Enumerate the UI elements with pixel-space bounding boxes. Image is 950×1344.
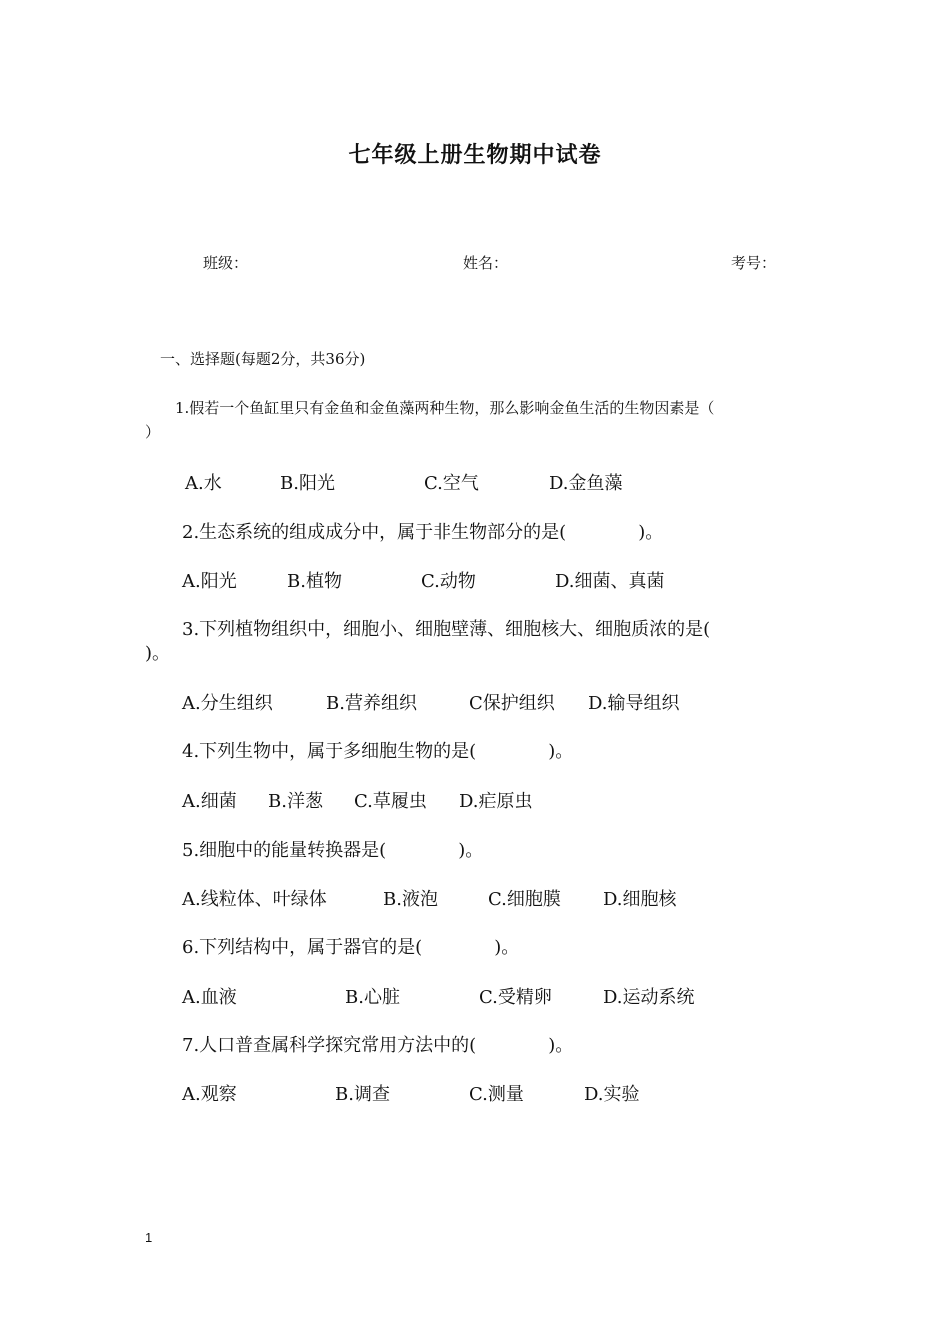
question-1-option-a: A.水	[185, 473, 222, 494]
question-5-option-b: B.液泡	[383, 889, 438, 910]
question-7-stem: 7.人口普查属科学探究常用方法中的( )。	[182, 1035, 574, 1056]
question-2-stem: 2.生态系统的组成成分中，属于非生物部分的是( )。	[182, 522, 664, 543]
class-label: 班级：	[203, 254, 249, 272]
question-6-option-d: D.运动系统	[603, 987, 695, 1008]
question-1-stem-continued: ）	[145, 423, 161, 441]
section-heading: 一、选择题(每题2分，共36分)	[160, 350, 366, 368]
question-7-option-d: D.实验	[584, 1084, 640, 1105]
question-7-option-c: C.测量	[469, 1084, 524, 1105]
question-4-option-c: C.草履虫	[354, 791, 427, 812]
question-2-option-b: B.植物	[287, 571, 342, 592]
question-3-option-a: A.分生组织	[182, 693, 273, 714]
question-6-option-b: B.心脏	[345, 987, 400, 1008]
question-5-option-a: A.线粒体、叶绿体	[182, 889, 327, 910]
question-3-option-c: C保护组织	[469, 693, 555, 714]
question-7-option-a: A.观察	[182, 1084, 237, 1105]
question-2-option-a: A.阳光	[182, 571, 237, 592]
question-1-option-d: D.金鱼藻	[549, 473, 623, 494]
question-2-option-d: D.细菌、真菌	[555, 571, 665, 592]
question-4-option-a: A.细菌	[182, 791, 237, 812]
question-5-option-c: C.细胞膜	[488, 889, 561, 910]
question-7-option-b: B.调查	[335, 1084, 390, 1105]
question-4-option-d: D.疟原虫	[459, 791, 533, 812]
question-1-option-c: C.空气	[424, 473, 479, 494]
question-3-option-b: B.营养组织	[326, 693, 417, 714]
question-3-stem: 3.下列植物组织中，细胞小、细胞壁薄、细胞核大、细胞质浓的是(	[182, 619, 711, 640]
question-6-stem: 6.下列结构中，属于器官的是( )。	[182, 937, 520, 958]
question-3-stem-continued: )。	[145, 643, 171, 664]
question-3-option-d: D.输导组织	[588, 693, 680, 714]
question-6-option-c: C.受精卵	[479, 987, 552, 1008]
question-4-option-b: B.洋葱	[268, 791, 323, 812]
page-number: 1	[145, 1230, 153, 1245]
question-6-option-a: A.血液	[182, 987, 237, 1008]
question-4-stem: 4.下列生物中，属于多细胞生物的是( )。	[182, 741, 574, 762]
question-2-option-c: C.动物	[421, 571, 476, 592]
page-title: 七年级上册生物期中试卷	[348, 142, 602, 168]
name-label: 姓名：	[463, 254, 509, 272]
exam-number-label: 考号：	[731, 254, 777, 272]
question-1-stem: 1.假若一个鱼缸里只有金鱼和金鱼藻两种生物，那么影响金鱼生活的生物因素是（	[175, 399, 715, 417]
question-5-option-d: D.细胞核	[603, 889, 677, 910]
question-5-stem: 5.细胞中的能量转换器是( )。	[182, 840, 484, 861]
question-1-option-b: B.阳光	[280, 473, 335, 494]
